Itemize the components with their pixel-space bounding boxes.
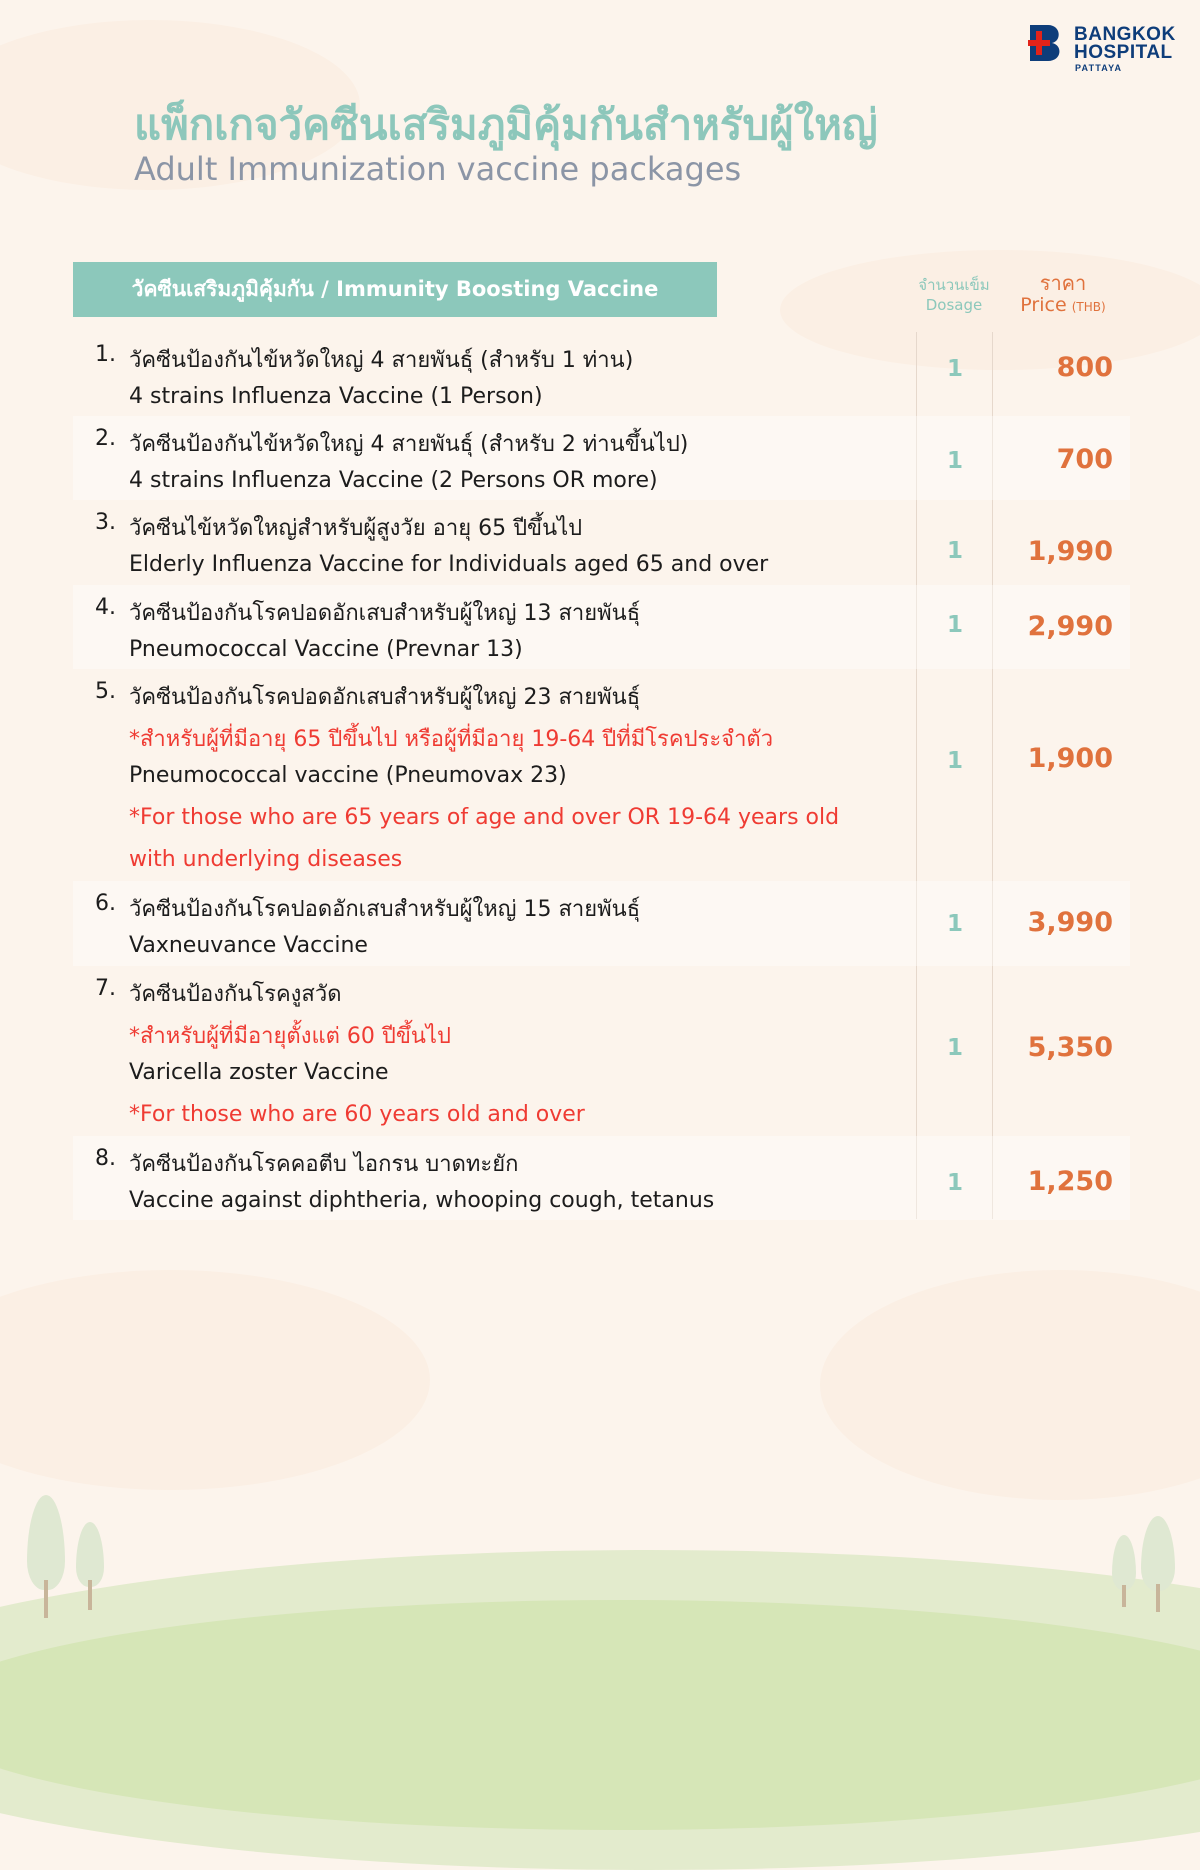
item-note: *สำหรับผู้ที่มีอายุ 65 ปีขึ้นไป หรือผู้ที่มีอายุ 19-64 ปีที่มีโรคประจำตัว <box>129 727 774 752</box>
item-line: วัคซีนป้องกันโรคปอดอักเสบสำหรับผู้ใหญ่ 23 สายพันธุ์ <box>129 685 641 710</box>
item-line: 4 strains Influenza Vaccine (2 Persons OR more) <box>129 468 658 493</box>
logo-brand-line2: HOSPITAL <box>1074 42 1173 63</box>
item-dosage: 1 <box>946 448 963 474</box>
vaccine-item-row <box>73 881 1130 966</box>
item-dosage: 1 <box>946 356 963 382</box>
hospital-logo-mark-icon <box>1028 24 1064 62</box>
item-price: 2,990 <box>1027 611 1113 642</box>
item-price: 1,900 <box>1027 743 1113 774</box>
section-header-bar <box>73 262 717 317</box>
item-line: วัคซีนป้องกันโรคปอดอักเสบสำหรับผู้ใหญ่ 13 สายพันธุ์ <box>129 601 641 626</box>
item-line: 4 strains Influenza Vaccine (1 Person) <box>129 384 543 409</box>
item-line: Elderly Influenza Vaccine for Individuals aged 65 and over <box>129 552 769 577</box>
item-dosage: 1 <box>946 538 963 564</box>
item-line: วัคซีนป้องกันโรคปอดอักเสบสำหรับผู้ใหญ่ 15 สายพันธุ์ <box>129 897 641 922</box>
background-cloud <box>820 1270 1200 1500</box>
price-header-english: Price <box>1020 294 1067 316</box>
item-line: Vaccine against diphtheria, whooping cough, tetanus <box>129 1188 715 1213</box>
logo-brand-line1: BANGKOK <box>1074 24 1176 45</box>
vaccine-item-row <box>73 332 1130 416</box>
dosage-column-header <box>905 275 1003 315</box>
vaccine-item-row <box>73 500 1130 585</box>
price-column-header <box>1008 272 1118 318</box>
page-title-english: Adult Immunization vaccine packages <box>134 150 742 188</box>
item-number: 8. <box>95 1146 116 1171</box>
item-note: *For those who are 65 years of age and over OR 19-64 years old <box>129 805 840 830</box>
item-line: Pneumococcal vaccine (Pneumovax 23) <box>129 763 567 788</box>
item-line: วัคซีนป้องกันไข้หวัดใหญ่ 4 สายพันธุ์ (สำหรับ 2 ท่านขึ้นไป) <box>129 432 689 457</box>
background-cloud <box>0 1270 430 1490</box>
item-note: *For those who are 60 years old and over <box>129 1102 585 1127</box>
item-note: *สำหรับผู้ที่มีอายุตั้งแต่ 60 ปีขึ้นไป <box>129 1024 451 1049</box>
item-line: Pneumococcal Vaccine (Prevnar 13) <box>129 637 523 662</box>
dosage-header-english: Dosage <box>925 296 983 314</box>
item-dosage: 1 <box>946 612 963 638</box>
vaccine-item-row <box>73 1136 1130 1220</box>
item-dosage: 1 <box>946 748 963 774</box>
item-line: Varicella zoster Vaccine <box>129 1060 389 1085</box>
item-price: 5,350 <box>1027 1032 1113 1063</box>
item-price: 3,990 <box>1027 907 1113 938</box>
item-number: 4. <box>95 595 116 620</box>
item-number: 2. <box>95 426 116 451</box>
price-header-thai: ราคา <box>1039 271 1087 295</box>
item-line: วัคซีนป้องกันไข้หวัดใหญ่ 4 สายพันธุ์ (สำหรับ 1 ท่าน) <box>129 348 634 373</box>
item-number: 3. <box>95 510 116 535</box>
page-title-thai: แพ็กเกจวัคซีนเสริมภูมิคุ้มกันสำหรับผู้ใหญ่ <box>134 100 878 149</box>
item-line: วัคซีนไข้หวัดใหญ่สำหรับผู้สูงวัย อายุ 65 ปีขึ้นไป <box>129 516 583 541</box>
item-number: 7. <box>95 976 116 1001</box>
item-price: 700 <box>1056 444 1113 475</box>
item-dosage: 1 <box>946 1170 963 1196</box>
item-note: with underlying diseases <box>129 847 403 872</box>
item-line: วัคซีนป้องกันโรคคอตีบ ไอกรน บาดทะยัก <box>129 1152 519 1177</box>
item-number: 5. <box>95 679 116 704</box>
item-price: 1,990 <box>1027 536 1113 567</box>
item-dosage: 1 <box>946 1035 963 1061</box>
vaccine-item-row <box>73 669 1130 881</box>
section-header-label: วัคซีนเสริมภูมิคุ้มกัน / Immunity Boosting Vaccine <box>131 277 659 301</box>
bangkok-hospital-logo <box>1028 22 1188 74</box>
item-line: Vaxneuvance Vaccine <box>129 933 368 958</box>
item-price: 800 <box>1056 352 1113 383</box>
item-line: วัคซีนป้องกันโรคงูสวัด <box>129 982 342 1007</box>
item-dosage: 1 <box>946 911 963 937</box>
price-header-unit: (THB) <box>1071 300 1106 314</box>
vaccine-item-row <box>73 966 1130 1136</box>
logo-location: PATTAYA <box>1075 63 1123 73</box>
dosage-header-thai: จำนวนเข็ม <box>918 276 990 294</box>
vaccine-item-row <box>73 585 1130 669</box>
item-price: 1,250 <box>1027 1166 1113 1197</box>
item-number: 1. <box>95 342 116 367</box>
background-hill <box>0 1600 1200 1830</box>
vaccine-item-row <box>73 416 1130 500</box>
item-number: 6. <box>95 891 116 916</box>
